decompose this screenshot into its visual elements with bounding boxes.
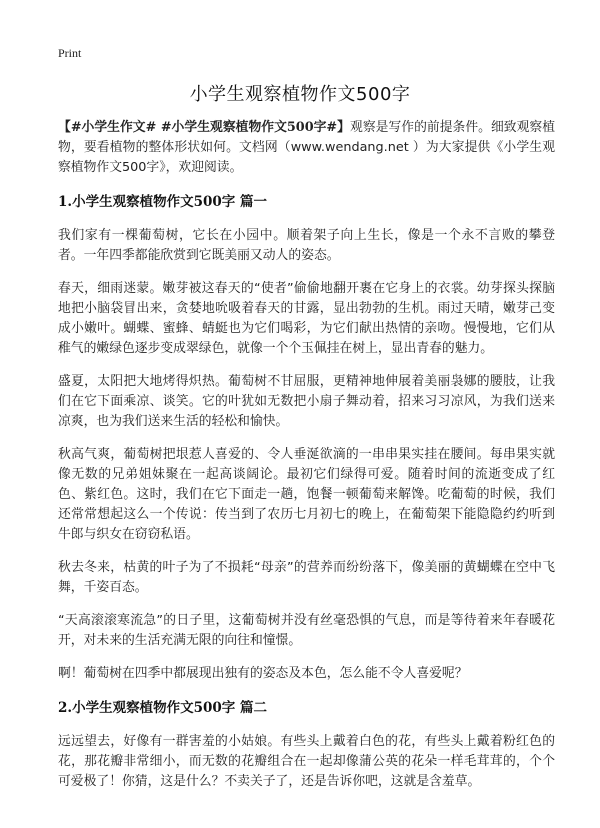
document-body (58, 118, 555, 805)
page-title: 小学生观察植物作文500字 (189, 84, 411, 105)
section-1-paragraph: 盛夏，太阳把大地烤得炽热。葡萄树不甘屈服，更精神地伸展着美丽袅娜的腰肢，让我们在它下面乘凉、谈笑。它的叶犹如无数把小扇子舞动着，招来习习凉风，为我们送来凉爽，也为我们送来生活的轻松和愉快。 (58, 374, 555, 429)
section-heading-1: 1.小学生观察植物作文500字 篇一 (58, 194, 267, 210)
section-1-paragraph: 秋高气爽，葡萄树把垠惹人喜爱的、令人垂涎欲滴的一串串果实挂在腰间。每串果实就像无数的兄弟姐妹聚在一起高谈阔论。最初它们绿得可爱。随着时间的流逝变成了红色、紫红色。这时，我们在它下面走一趟，饱餐一顿葡萄来解馋。吃葡萄的时候，我们还常常想起这么一个传说：传当到了农历七月初七的晚上，在葡萄架下能隐隐约约听到牛郎与织女在窃窃私语。 (58, 447, 555, 542)
section-1-paragraph: 春天，细雨迷蒙。嫩芽被这春天的“使者”偷偷地翻开裹在它身上的衣裳。幼芽探头探脑地把小脑袋冒出来，贪婪地吮吸着春天的甘露，显出勃勃的生机。雨过天晴，嫩芽己变成小嫩叶。蝴蝶、蜜蜂、蜻蜓也为它们喝彩，为它们献出热情的亲吻。慢慢地，它们从稚气的嫩绿色逐步变成翠绿色，就像一个个玉佩挂在树上，显出青春的魅力。 (58, 281, 555, 356)
section-1-paragraph: 秋去冬来，枯黄的叶子为了不损耗“母亲”的营养而纷纷落下，像美丽的黄蝴蝶在空中飞舞，千姿百态。 (58, 560, 555, 595)
section-1-paragraph: “天高滚滚寒流急”的日子里，这葡萄树并没有丝毫恐惧的气息，而是等待着来年春暖花开，对未来的生活充满无限的向往和憧憬。 (58, 613, 555, 648)
section-1-paragraph: 我们家有一棵葡萄树，它长在小园中。顺着架子向上生长，像是一个永不言败的攀登者。一年四季都能欣赏到它既美丽又动人的姿态。 (58, 228, 555, 263)
print-label[interactable]: Print (58, 46, 82, 60)
section-1-paragraph: 啊！葡萄树在四季中都展现出独有的姿态及本色，怎么能不令人喜爱呢？ (58, 666, 468, 681)
intro-text: 观察是写作的前提条件。细致观察植物，要看植物的整体形状如何。文档网（www.wendang.net ）为大家提供《小学生观察植物作文500字》，欢迎阅读。 (58, 120, 556, 175)
section-heading-2: 2.小学生观察植物作文500字 篇二 (58, 700, 267, 716)
intro-paragraph (58, 118, 555, 178)
section-2-paragraph: 远远望去，好像有一群害羞的小姑娘。有些头上戴着白色的花，有些头上戴着粉红色的花，那花瓣非常细小，而无数的花瓣组合在一起却像蒲公英的花朵一样毛茸茸的，个个可爱极了！你猜，这是什么？不卖关子了，还是告诉你吧，这就是含羞草。 (58, 734, 555, 789)
intro-tags: 【#小学生作文# #小学生观察植物作文500字#】 (58, 120, 350, 135)
